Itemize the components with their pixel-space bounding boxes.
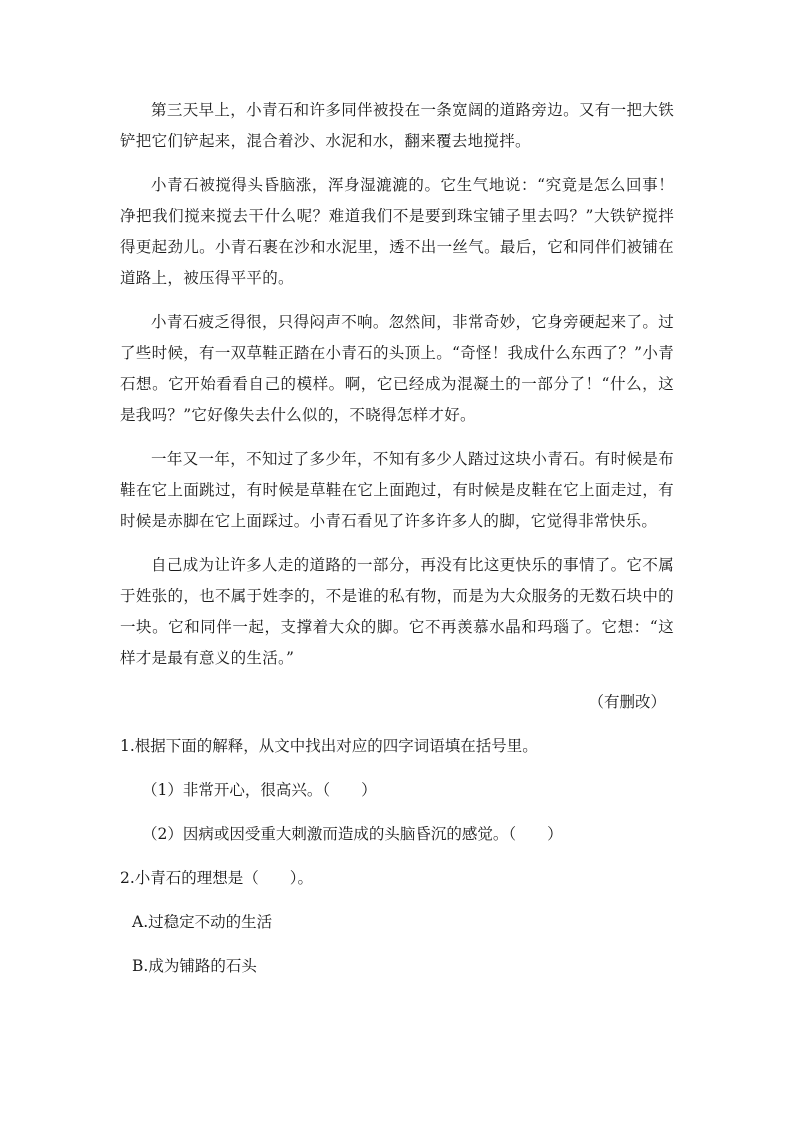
question-2-option-a: A.过稳定不动的生活 bbox=[132, 913, 273, 931]
source-note: （有删改） bbox=[588, 693, 666, 711]
article-paragraph-3: 小青石疲乏得很，只得闷声不响。忽然间，非常奇妙，它身旁硬起来了。过了些时候，有一双草鞋正踏在小青石的头顶上。“奇怪！我成什么东西了？”小青石想。它开始看看自己的模样。啊，它已经成为混凝土的一部分了！“什么，这是我吗？”它好像失去什么似的，不晓得怎样才好。 bbox=[120, 313, 674, 424]
article bbox=[120, 95, 674, 717]
article-paragraph-5: 自己成为让许多人走的道路的一部分，再没有比这更快乐的事情了。它不属于姓张的，也不属于姓李的，不是谁的私有物，而是为大众服务的无数石块中的一块。它和同伴一起，支撑着大众的脚。它不再羡慕水晶和玛瑙了。它想：“这样才是最有意义的生活。” bbox=[120, 556, 674, 667]
questions bbox=[120, 731, 674, 981]
article-paragraph-1: 第三天早上，小青石和许多同伴被投在一条宽阔的道路旁边。又有一把大铁铲把它们铲起来，混合着沙、水泥和水，翻来覆去地搅拌。 bbox=[120, 101, 674, 150]
question-2-stem: 2.小青石的理想是（ ）。 bbox=[120, 869, 314, 887]
question-1-item-2: （2）因病或因受重大刺激而造成的头脑昏沉的感觉。（ ） bbox=[142, 825, 563, 843]
question-2-option-b: B.成为铺路的石头 bbox=[132, 957, 257, 975]
article-paragraph-2: 小青石被搅得头昏脑涨，浑身湿漉漉的。它生气地说：“究竟是怎么回事！净把我们搅来搅去干什么呢？难道我们不是要到珠宝铺子里去吗？”大铁铲搅拌得更起劲儿。小青石裹在沙和水泥里，透不出一丝气。最后，它和同伴们被铺在道路上，被压得平平的。 bbox=[120, 176, 674, 287]
question-1-item-1: （1）非常开心，很高兴。（ ） bbox=[142, 781, 377, 799]
article-paragraph-4: 一年又一年，不知过了多少年，不知有多少人踏过这块小青石。有时候是布鞋在它上面跳过，有时候是草鞋在它上面跑过，有时候是皮鞋在它上面走过，有时候是赤脚在它上面踩过。小青石看见了许多许多人的脚，它觉得非常快乐。 bbox=[120, 450, 674, 530]
question-1-stem: 1.根据下面的解释，从文中找出对应的四字词语填在括号里。 bbox=[120, 737, 538, 755]
